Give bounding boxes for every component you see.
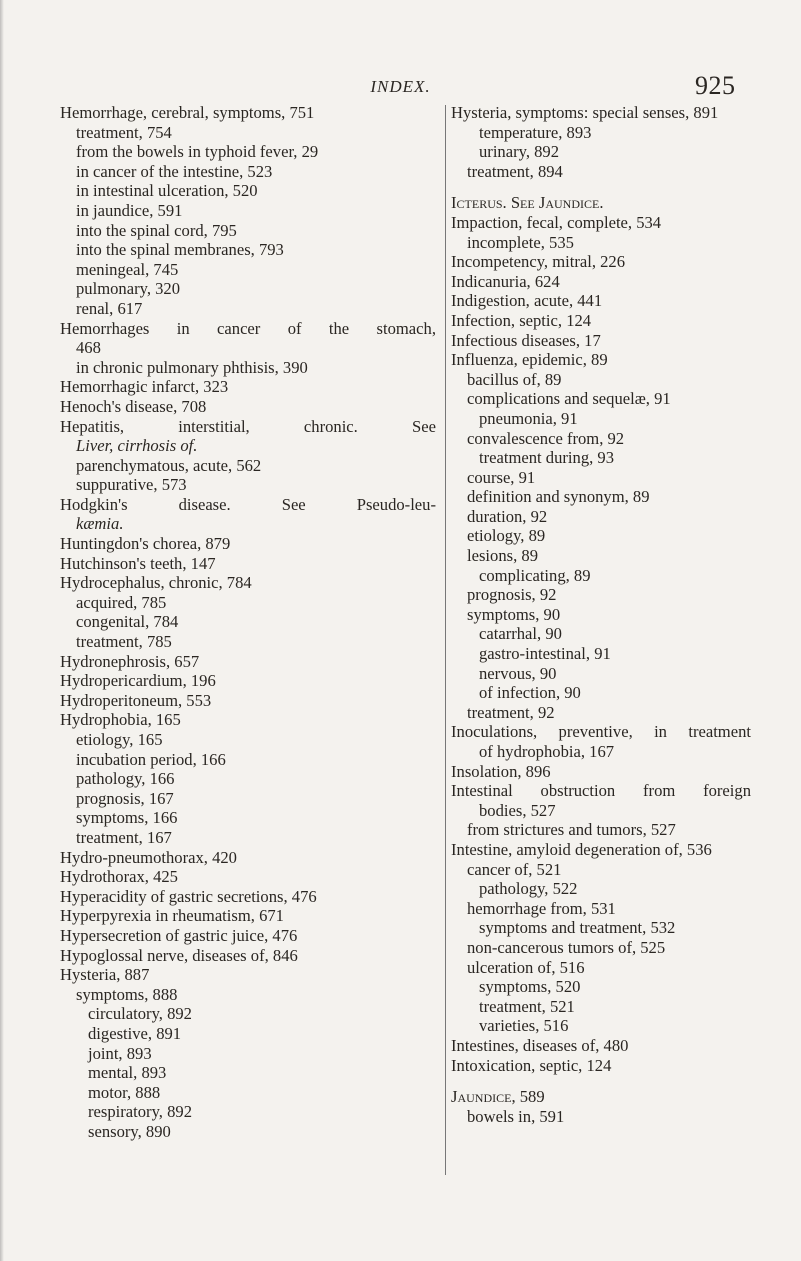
index-subentry: into the spinal cord, 795	[76, 220, 237, 240]
index-subentry: definition and synonym, 89	[467, 487, 650, 507]
index-subentry: from strictures and tumors, 527	[467, 820, 676, 840]
index-subentry: pulmonary, 320	[76, 279, 181, 299]
index-column-left	[60, 103, 436, 1141]
index-subsubentry: joint, 893	[88, 1043, 152, 1063]
index-subentry: incomplete, 535	[467, 232, 574, 252]
index-entry: Hutchinson's teeth, 147	[60, 553, 216, 573]
index-subentry: symptoms, 888	[76, 984, 178, 1004]
index-entry: Hydrophobia, 165	[60, 710, 181, 730]
column-divider	[445, 105, 446, 1175]
index-entry: Hysteria, symptoms: special senses, 891	[451, 103, 719, 122]
index-entry: Intestine, amyloid degeneration of, 536	[451, 839, 712, 859]
index-subentry: into the spinal membranes, 793	[76, 240, 284, 260]
index-subsubentry: complicating, 89	[479, 565, 591, 585]
index-entry: Impaction, fecal, complete, 534	[451, 212, 662, 232]
index-subentry: complications and sequelæ, 91	[467, 389, 671, 409]
index-entry-continuation	[60, 436, 436, 456]
cross-reference: Liver, cirrhosis of.	[76, 436, 198, 456]
index-subsubentry: gastro-intestinal, 91	[479, 644, 611, 664]
index-entry: Hysteria, 887	[60, 965, 150, 985]
letter-section-gap	[451, 181, 751, 193]
index-subentry: treatment, 167	[76, 827, 172, 847]
index-entry-continuation: bodies, 527	[479, 800, 556, 820]
index-subentry: prognosis, 92	[467, 585, 557, 605]
index-subentry: congenital, 784	[76, 612, 179, 632]
index-entry: Hydrocephalus, chronic, 784	[60, 573, 252, 593]
index-subsubentry: digestive, 891	[88, 1023, 182, 1043]
index-subentry: symptoms, 90	[467, 604, 561, 624]
index-subentry: pathology, 166	[76, 769, 175, 789]
index-subentry: suppurative, 573	[76, 475, 187, 495]
index-entry: Jaundice, 589	[451, 1087, 545, 1107]
index-entry: Infection, septic, 124	[451, 310, 592, 330]
cross-reference: kæmia.	[76, 514, 124, 534]
index-entry: Henoch's disease, 708	[60, 396, 207, 416]
index-subsubentry: respiratory, 892	[88, 1102, 192, 1122]
index-entry: Hydroperitoneum, 553	[60, 690, 212, 710]
index-subentry: etiology, 89	[467, 526, 546, 546]
index-entry-cross-reference: Icterus. See Jaundice.	[451, 193, 604, 213]
index-subentry: treatment, 785	[76, 632, 172, 652]
index-entry: Hydro-pneumothorax, 420	[60, 847, 237, 867]
index-subentry: hemorrhage from, 531	[467, 898, 616, 918]
index-subentry: convalescence from, 92	[467, 428, 625, 448]
index-column-right	[451, 103, 751, 1126]
index-entry-continuation	[60, 514, 436, 534]
index-entry: Hypoglossal nerve, diseases of, 846	[60, 945, 298, 965]
index-entry-continuation: 468	[76, 338, 101, 358]
index-entry: Intestinal obstruction from foreign	[451, 781, 751, 801]
letter-section-gap	[451, 1075, 751, 1087]
index-subentry: etiology, 165	[76, 730, 163, 749]
index-entry: Hyperpyrexia in rheumatism, 671	[60, 906, 284, 926]
index-entry: Hepatitis, interstitial, chronic. See	[60, 416, 436, 436]
index-entry: Influenza, epidemic, 89	[451, 350, 608, 370]
index-subsubentry: of infection, 90	[479, 683, 581, 703]
index-subentry: renal, 617	[76, 298, 143, 318]
index-entry: Hydropericardium, 196	[60, 671, 216, 691]
index-subsubentry: treatment during, 93	[479, 448, 615, 468]
index-subsubentry: nervous, 90	[479, 663, 557, 683]
index-entry: Incompetency, mitral, 226	[451, 252, 626, 272]
index-subsubentry: sensory, 890	[88, 1121, 171, 1141]
index-subsubentry: temperature, 893	[479, 122, 592, 142]
index-subsubentry: treatment, 521	[479, 996, 575, 1016]
index-subentry: incubation period, 166	[76, 749, 226, 769]
index-subsubentry: motor, 888	[88, 1082, 161, 1102]
index-subentry: duration, 92	[467, 506, 548, 526]
index-subentry: parenchymatous, acute, 562	[76, 455, 262, 475]
index-entry: Indigestion, acute, 441	[451, 291, 603, 311]
index-entry: Huntingdon's chorea, 879	[60, 534, 231, 554]
index-subsubentry: varieties, 516	[479, 1016, 569, 1036]
index-subsubentry: pneumonia, 91	[479, 408, 578, 428]
index-entry-continuation: of hydrophobia, 167	[479, 742, 615, 761]
index-subentry: in intestinal ulceration, 520	[76, 181, 258, 201]
index-entry: Hypersecretion of gastric juice, 476	[60, 925, 298, 945]
index-subsubentry: urinary, 892	[479, 142, 560, 162]
index-subentry: in jaundice, 591	[76, 200, 183, 220]
index-entry: Hyperacidity of gastric secretions, 476	[60, 886, 317, 906]
page-edge-shadow	[0, 0, 4, 1261]
index-subentry: from the bowels in typhoid fever, 29	[76, 142, 319, 162]
index-subentry: treatment, 894	[467, 161, 563, 181]
page-number: 925	[695, 71, 736, 100]
index-subentry: in chronic pulmonary phthisis, 390	[76, 357, 308, 377]
index-entry: Intestines, diseases of, 480	[451, 1035, 629, 1055]
index-entry: Hodgkin's disease. See Pseudo-leu-	[60, 494, 436, 514]
index-subentry: acquired, 785	[76, 592, 167, 612]
index-entry: Hydrothorax, 425	[60, 867, 178, 887]
index-subentry: cancer of, 521	[467, 859, 562, 879]
index-subentry: symptoms, 166	[76, 808, 178, 828]
index-subentry: prognosis, 167	[76, 788, 174, 808]
index-subentry: meningeal, 745	[76, 259, 179, 279]
index-subentry: in cancer of the intestine, 523	[76, 161, 273, 181]
running-header-title: INDEX.	[370, 77, 431, 96]
index-entry: Hemorrhagic infarct, 323	[60, 377, 229, 397]
index-entry: Indicanuria, 624	[451, 271, 560, 291]
index-entry: Hemorrhages in cancer of the stomach,	[60, 318, 436, 338]
index-subentry: lesions, 89	[467, 546, 538, 566]
index-entry: Inoculations, preventive, in treatment	[451, 722, 751, 742]
index-entry: Hemorrhage, cerebral, symptoms, 751	[60, 103, 315, 122]
index-subsubentry: symptoms, 520	[479, 977, 581, 997]
index-subentry: bacillus of, 89	[467, 369, 562, 389]
index-subsubentry: mental, 893	[88, 1063, 167, 1083]
index-subentry: bowels in, 591	[467, 1106, 565, 1126]
index-subsubentry: symptoms and treatment, 532	[479, 918, 676, 938]
index-subentry: course, 91	[467, 467, 536, 487]
index-entry: Infectious diseases, 17	[451, 330, 601, 350]
index-subsubentry: circulatory, 892	[88, 1004, 192, 1024]
index-subentry: non-cancerous tumors of, 525	[467, 937, 666, 957]
index-subentry: treatment, 92	[467, 702, 555, 722]
index-subentry: treatment, 754	[76, 122, 172, 142]
index-entry: Insolation, 896	[451, 761, 551, 781]
index-entry: Hydronephrosis, 657	[60, 651, 200, 671]
index-subsubentry: pathology, 522	[479, 879, 578, 899]
index-subsubentry: catarrhal, 90	[479, 624, 562, 644]
index-entry: Intoxication, septic, 124	[451, 1055, 612, 1075]
index-subentry: ulceration of, 516	[467, 957, 585, 977]
